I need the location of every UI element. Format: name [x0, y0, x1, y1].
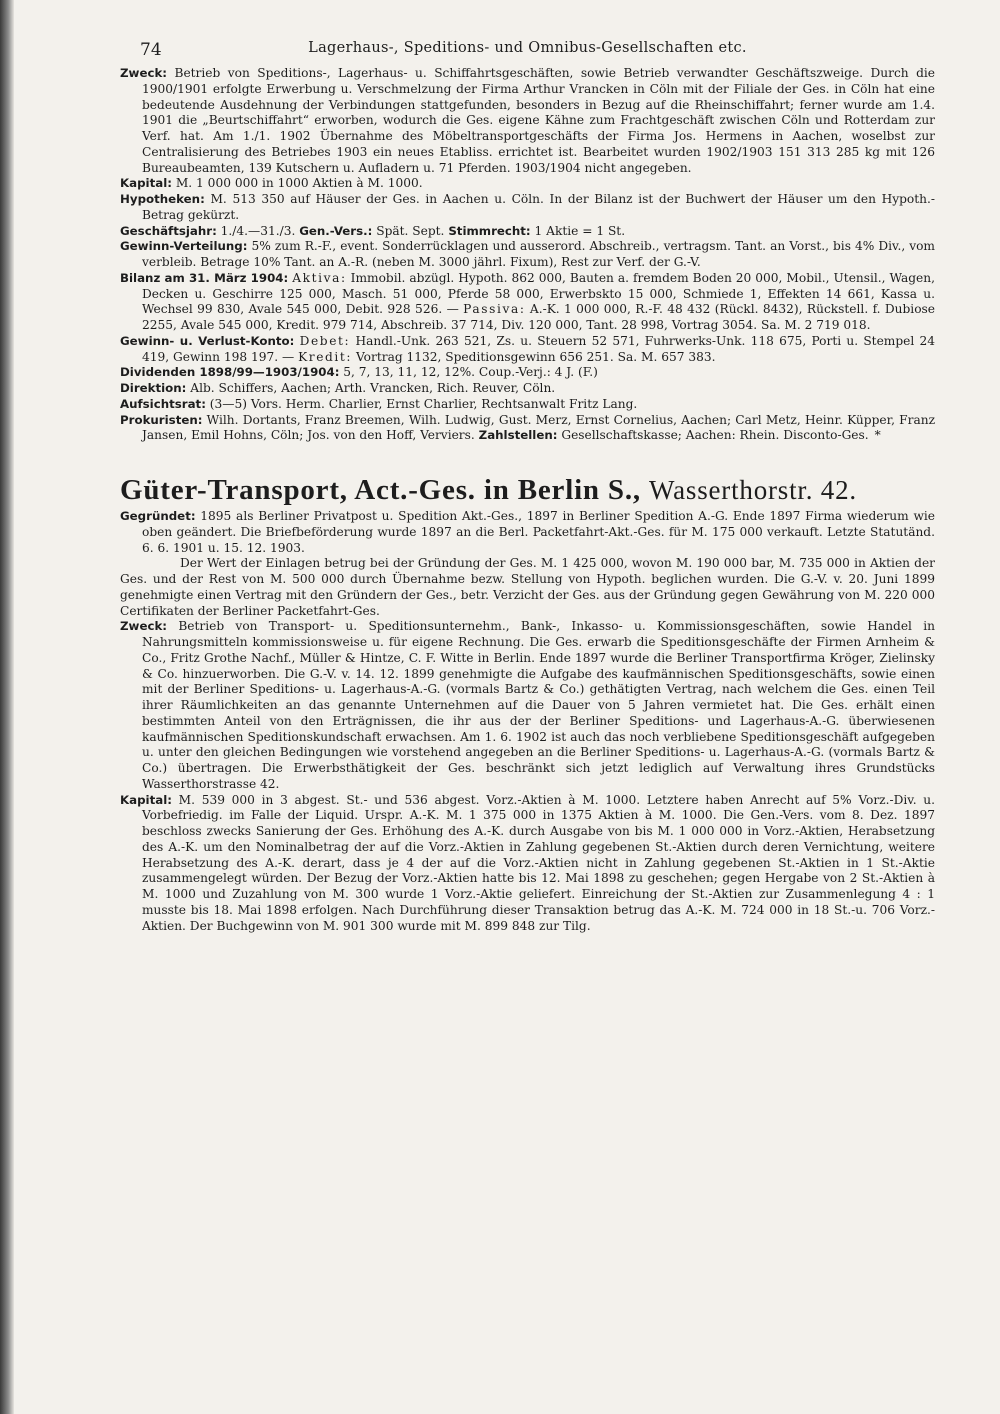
book-spine-shadow	[0, 0, 14, 1414]
gegruendet-paragraph	[120, 509, 935, 556]
aufsichtsrat-label: Aufsichtsrat:	[120, 396, 206, 411]
gewinn-verlust-label: Gewinn- u. Verlust-Konto:	[120, 333, 295, 348]
zweck-label: Zweck:	[120, 66, 168, 80]
stimmrecht-text: 1 Aktie = 1 St.	[534, 223, 626, 238]
kapital-paragraph	[120, 176, 935, 192]
kapital-text: M. 1 000 000 in 1000 Aktien à M. 1000.	[175, 176, 423, 191]
asterisk-mark: *	[874, 428, 881, 443]
gewinn-verteilung-label: Gewinn-Verteilung:	[120, 239, 248, 254]
bilanz-label: Bilanz am 31. März 1904:	[120, 270, 289, 285]
kredit-label: Kredit:	[298, 349, 353, 364]
gewinn-verlust-paragraph	[120, 334, 935, 366]
dividenden-label: Dividenden 1898/99—1903/1904:	[120, 365, 340, 380]
zweck-text-2: Betrieb von Transport- u. Speditionsunternehm., Bank-, Inkasso- u. Kommissionsgeschäften, sowie Handel in Nahrungsmitteln kommissionsweise u. für eigene Rechnung. Die Ges. erwarb die Speditionsgeschäfte der Firmen Arnheim & Co., Fritz Grothe Nachf., Müller & Hintze, C. F. Witte in Berlin. Ende 1897 wurde die Berliner Transportfirma Kröger, Zielinsky & Co. hinzuerworben. Die G.-V. v. 14. 12. 1899 genehmigte die Aufgabe des kaufmännischen Speditionsgeschäfts, sowie einen mit der Berliner Speditions- u. Lagerhaus-A.-G. (vormals Bartz & Co.) gethätigten Vertrag, nach welchem die Ges. einen Teil ihrer Räumlichkeiten an das genannte Unternehmen auf die Dauer von 5 Jahren vermietet hat. Die Ges. erhält einen bestimmten Anteil von den Erträgnissen, die ihr aus der der Berliner Speditions- und Lagerhaus-A.-G. überwiesenen kaufmännischen Speditionskundschaft erwachsen. Am 1. 6. 1902 ist auch das noch verbliebene Speditionsgeschäft aufgegeben u. unter den gleichen Bedingungen wie vorstehend angegeben an die Berliner Speditions- u. Lagerhaus-A.-G. (vormals Bartz & Co.) übertragen. Die Erwerbsthätigkeit der Ges. beschränkt sich jetzt lediglich auf Verwaltung ihres Grundstücks Wasserthorstrasse 42.	[142, 619, 935, 791]
gen-vers-text: Spät. Sept.	[376, 223, 445, 238]
hypotheken-paragraph	[120, 192, 935, 224]
kapital-text-2: M. 539 000 in 3 abgest. St.- und 536 abgest. Vorz.-Aktien à M. 1000. Letztere haben Anrecht auf 5% Vorz.-Div. u. Vorbefriedig. im Falle der Liquid. Urspr. A.-K. M. 1 375 000 in 1375 Aktien à M. 1000. Die Gen.-Vers. vom 8. Dez. 1897 beschloss zwecks Sanierung der Ges. Erhöhung des A.-K. durch Ausgabe von bis M. 1 000 000 in Vorz.-Aktien, Herabsetzung des A.-K. um den Nominalbetrag der auf die Vorz.-Aktien in Zahlung gegebenen St.-Aktien durch deren Vernichtung, weitere Herabsetzung des A.-K. derart, dass je 4 der auf die Vorz.-Aktien nicht in Zahlung gegebenen St.-Aktien in 1 St.-Aktie zusammengelegt würden. Der Bezug der Vorz.-Aktien hatte bis 12. Mai 1898 zu geschehen; gegen Hergabe von 2 St.-Aktien à M. 1000 und Zuzahlung von M. 300 wurde 1 Vorz.-Aktie geliefert. Einreichung der St.-Aktien zur Zusammenlegung 4 : 1 musste bis 18. Mai 1898 erfolgen. Nach Durchführung dieser Transaktion betrug das A.-K. M. 724 000 in 18 St.-u. 706 Vorz.-Aktien. Der Buchgewinn von M. 901 300 wurde mit M. 899 848 zur Tilg.	[142, 792, 935, 933]
gewinn-verteilung-paragraph	[120, 239, 935, 271]
prokuristen-paragraph	[120, 413, 935, 445]
zahlstellen-label: Zahlstellen:	[478, 428, 558, 443]
direktion-paragraph	[120, 381, 935, 397]
zahlstellen-text: Gesellschaftskasse; Aachen: Rhein. Disconto-Ges.	[561, 428, 869, 443]
aufsichtsrat-paragraph	[120, 397, 935, 413]
geschaeftsjahr-paragraph	[120, 224, 935, 240]
company-address: Wasserthorstr. 42.	[649, 475, 857, 505]
zweck-paragraph-2	[120, 619, 935, 792]
aktiva-text: Immobil. abzügl. Hypoth. 862 000, Bauten a. fremdem Boden 20 000, Mobil., Utensil., Wagen, Decken u. Geschirre 125 000, Masch. 51 000, Pferde 58 000, Erwerbskto 15 000, Schmiede 1, Effekten 14 661, Kassa u. Wechsel 99 830, Avale 545 000, Debit. 928 526. —	[142, 270, 935, 317]
gen-vers-label: Gen.-Vers.:	[299, 223, 373, 238]
gegruendet-label: Gegründet:	[120, 509, 196, 523]
page-number: 74	[140, 40, 162, 60]
debet-label: Debet:	[299, 333, 351, 348]
kapital-label-2: Kapital:	[120, 792, 172, 807]
geschaeftsjahr-label: Geschäftsjahr:	[120, 223, 217, 238]
gegruendet-text: 1895 als Berliner Privatpost u. Spedition Akt.-Ges., 1897 in Berliner Spedition A.-G. Ende 1897 Firma wiederum wie oben geändert. Die Briefbeförderung wurde 1897 an die Berl. Packetfahrt-Akt.-Ges. für M. 175 000 verkauft. Letzte Statutänd. 6. 6. 1901 u. 15. 12. 1903.	[142, 509, 935, 555]
dividenden-paragraph	[120, 365, 935, 381]
aufsichtsrat-text: (3—5) Vors. Herm. Charlier, Ernst Charlier, Rechtsanwalt Fritz Lang.	[209, 396, 638, 411]
kapital-paragraph-2	[120, 793, 935, 935]
hypotheken-text: M. 513 350 auf Häuser der Ges. in Aachen u. Cöln. In der Bilanz ist der Buchwert der Häuser um den Hypoth.-Betrag gekürzt.	[142, 192, 936, 222]
prokuristen-text: Wilh. Dortants, Franz Breemen, Wilh. Ludwig, Gust. Merz, Ernst Cornelius, Aachen; Carl Metz, Heinr. Küpper, Franz Jansen, Emil Hohns, Cöln; Jos. von den Hoff, Verviers.	[142, 412, 935, 443]
kapital-label: Kapital:	[120, 176, 172, 191]
gewinn-verteilung-text: 5% zum R.-F., event. Sonderrücklagen und ausserord. Abschreib., vertragsm. Tant. an Vorst., bis 4% Div., vom verbleib. Betrage 10% Tant. an A.-R. (neben M. 3000 jährl. Fixum), Rest zur Verf. der G.-V.	[142, 239, 935, 269]
zweck-paragraph	[120, 66, 935, 176]
einlagen-paragraph: Der Wert der Einlagen betrug bei der Gründung der Ges. M. 1 425 000, wovon M. 190 000 bar, M. 735 000 in Aktien der Ges. und der Rest von M. 500 000 durch Übernahme bezw. Stellung von Hypoth. beglichen wurden. Die G.-V. v. 20. Juni 1899 genehmigte einen Vertrag mit den Gründern der Ges., betr. Verzicht der Ges. aus der Gründung gegen Gewährung von M. 220 000 Certifikaten der Berliner Packetfahrt-Ges.	[120, 556, 935, 618]
hypotheken-label: Hypotheken:	[120, 192, 205, 206]
bilanz-paragraph	[120, 271, 935, 334]
zweck-text: Betrieb von Speditions-, Lagerhaus- u. Schiffahrtsgeschäften, sowie Betrieb verwandter Geschäftszweige. Durch die 1900/1901 erfolgte Erwerbung u. Verschmelzung der Firma Arthur Vrancken in Cöln mit der Filiale der Ges. in Cöln hat eine bedeutende Ausdehnung der Verbindungen stattgefunden, besonders in Bezug auf die Rheinschiffahrt; ferner wurde am 1.4. 1901 die „Beurtschiffahrt“ erworben, wodurch die Ges. eigene Kähne zum Frachtgeschäft zwischen Cöln und Rotterdam zur Verf. hat. Am 1./1. 1902 Übernahme des Möbeltransportgeschäfts der Firma Jos. Hermens in Aachen, woselbst zur Centralisierung des Betriebes 1903 ein neues Etabliss. errichtet ist. Bearbeitet wurden 1902/1903 151 313 285 kg mit 126 Bureaubeamten, 139 Kutschern u. Aufladern u. 71 Pferden. 1903/1904 nicht angegeben.	[142, 66, 935, 175]
direktion-text: Alb. Schiffers, Aachen; Arth. Vrancken, Rich. Reuver, Cöln.	[190, 381, 556, 395]
direktion-label: Direktion:	[120, 381, 187, 395]
debet-text: Handl.-Unk. 263 521, Zs. u. Steuern 52 571, Fuhrwerks-Unk. 118 675, Porti u. Stempel 24 419, Gewinn 198 197. —	[142, 333, 936, 364]
prokuristen-label: Prokuristen:	[120, 412, 203, 427]
second-company-entry	[120, 509, 935, 934]
passiva-text: A.-K. 1 000 000, R.-F. 48 432 (Rückl. 8432), Rückstell. f. Dubiose 2255, Avale 545 000, Kredit. 979 714, Abschreib. 37 714, Div. 120 000, Tant. 28 998, Vortrag 3054. Sa. M. 2 719 018.	[142, 302, 936, 332]
kredit-text: Vortrag 1132, Speditionsgewinn 656 251. Sa. M. 657 383.	[356, 349, 716, 364]
dividenden-text: 5, 7, 13, 11, 12, 12%. Coup.-Verj.: 4 J. (F.)	[343, 365, 598, 380]
document-page	[120, 40, 935, 934]
company-heading	[120, 474, 935, 507]
running-head	[120, 40, 935, 66]
first-company-entry	[120, 66, 935, 444]
company-name: Güter-Transport, Act.-Ges. in Berlin S.,	[120, 474, 641, 506]
zweck-label-2: Zweck:	[120, 619, 168, 634]
aktiva-label: Aktiva:	[292, 270, 347, 285]
running-title: Lagerhaus-, Speditions- und Omnibus-Gesellschaften etc.	[308, 40, 747, 56]
stimmrecht-label: Stimmrecht:	[448, 223, 531, 238]
geschaeftsjahr-text: 1./4.—31./3.	[220, 223, 296, 238]
passiva-label: Passiva:	[463, 302, 526, 317]
